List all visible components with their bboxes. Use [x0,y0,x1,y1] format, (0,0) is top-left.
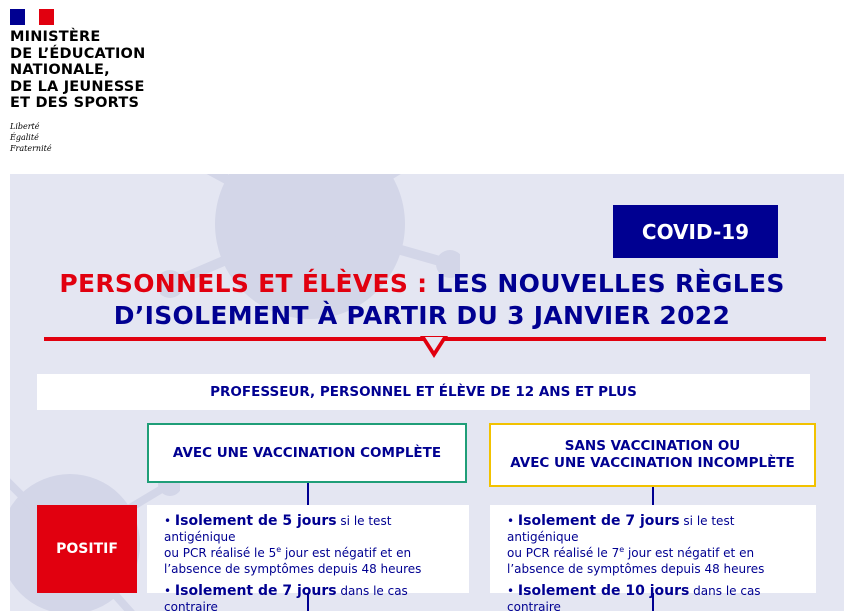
rule-text: ou PCR réalisé le 5 [164,546,277,560]
rule-text: si le test antigénique [164,514,392,544]
rule-duration: Isolement de 10 jours [517,583,690,599]
rule-bullet: • Isolement de 7 jours dans le cas contraire [164,583,408,614]
audience-banner: PROFESSEUR, PERSONNEL ET ÉLÈVE DE 12 ANS ET PLUS [37,374,810,410]
rule-bullet: • Isolement de 7 jours si le test antigénique ou PCR réalisé le 7e jour est négatif et en l’absence de symptômes depuis 48 heures [507,513,765,576]
ministry-line: DE LA JEUNESSE [10,78,145,95]
title-line-2: D’ISOLEMENT À PARTIR DU 3 JANVIER 2022 [113,301,731,330]
rule-text: dans le cas contraire [164,584,408,614]
connector-line [652,487,654,505]
column-header-vaccinated [147,423,467,483]
chevron-down-icon [420,336,448,360]
connector-line [307,483,309,505]
title-highlight: PERSONNELS ET ÉLÈVES : [59,269,428,298]
ministry-line: MINISTÈRE [10,29,101,45]
rule-bullet: • Isolement de 5 jours si le test antigénique ou PCR réalisé le 5e jour est négatif et en l’absence de symptômes depuis 48 heures [164,513,422,576]
column-header-line: AVEC UNE VACCINATION INCOMPLÈTE [510,455,795,471]
ministry-name [10,29,145,112]
rule-sup: e [619,545,625,554]
rule-text: ou PCR réalisé le 7 [507,546,620,560]
rule-text: l’absence de symptômes depuis 48 heures [507,562,765,576]
ministry-line: NATIONALE, [10,62,110,78]
column-header-unvaccinated [489,423,816,487]
ministry-line: ET DES SPORTS [10,95,140,111]
rule-text: dans le cas contraire [507,584,761,614]
row-label-positive: POSITIF [37,505,137,593]
page-title [40,268,804,332]
marianne-flag-logo [10,9,54,25]
rule-text: si le test antigénique [507,514,735,544]
column-header-line: SANS VACCINATION OU [564,438,741,454]
rule-duration: Isolement de 5 jours [174,513,337,529]
title-part: LES NOUVELLES RÈGLES [436,269,785,298]
header [0,0,844,174]
rule-text: jour est négatif et en [624,546,755,560]
rule-text: jour est négatif et en [281,546,412,560]
rule-sup: e [276,545,282,554]
motto-line: Fraternité [10,144,52,153]
rule-text: l’absence de symptômes depuis 48 heures [164,562,422,576]
motto-line: Égalité [10,133,39,142]
rule-bullet: • Isolement de 10 jours dans le cas contraire [507,583,761,614]
ministry-line: DE L’ÉDUCATION [10,45,146,62]
motto-line: Liberté [10,122,40,131]
column-header-line: AVEC UNE VACCINATION COMPLÈTE [172,444,442,461]
rule-cell-vaccinated [147,505,469,614]
rule-duration: Isolement de 7 jours [517,513,680,529]
rule-duration: Isolement de 7 jours [174,583,337,599]
republic-motto [10,121,52,154]
rule-cell-unvaccinated [490,505,816,614]
covid-badge: COVID-19 [613,205,778,258]
